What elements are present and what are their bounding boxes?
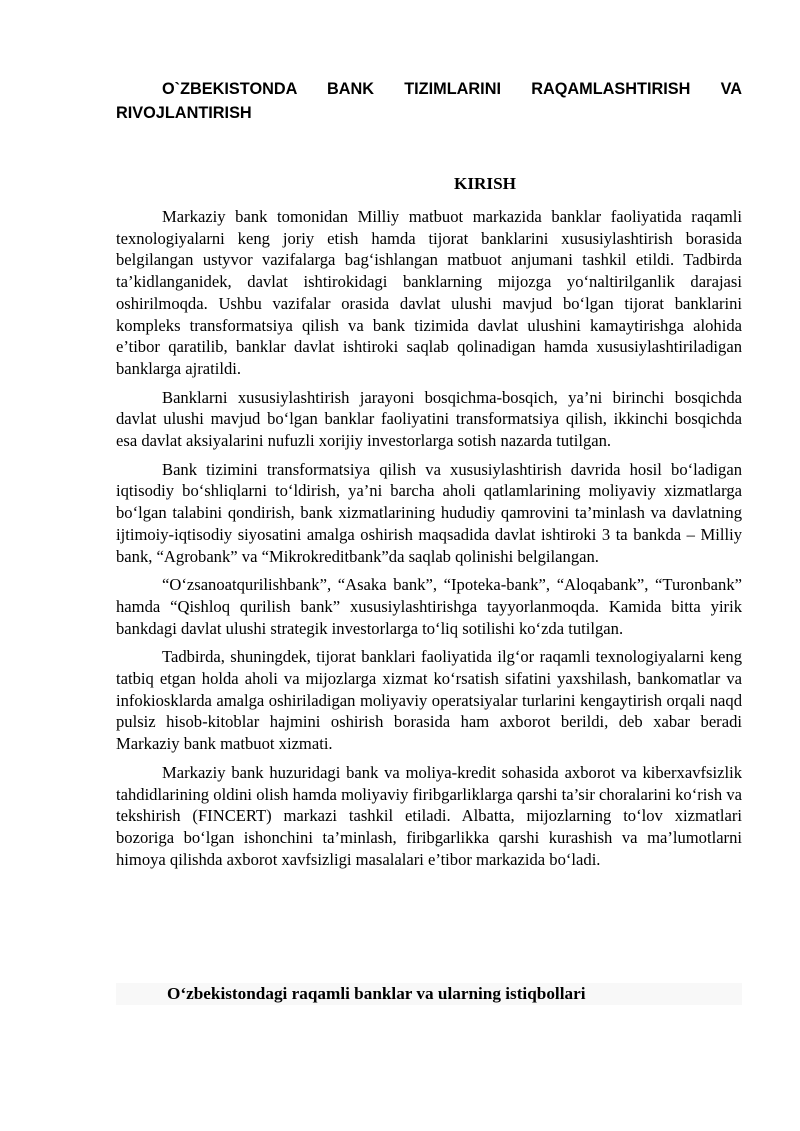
document-title: O`ZBEKISTONDA BANK TIZIMLARINI RAQAMLASHTIRISH VA RIVOJLANTIRISH <box>116 80 742 122</box>
document-body <box>116 206 742 877</box>
paragraph: “O‘zsanoatqurilishbank”, “Asaka bank”, “Ipoteka-bank”, “Aloqabank”, “Turonbank” hamda “Qishloq qurilish bank” xususiylashtirishga tayyorlanmoqda. Kamida bitta yirik bankdagi davlat ulushi strategik investorlarga to‘liq sotilishi ko‘zda tutilgan. <box>116 575 742 638</box>
paragraph: Markaziy bank huzuridagi bank va moliya-kredit sohasida axborot va kiberxavfsizlik tahdidlarining oldini olish hamda moliyaviy firibgarliklarga qarshi ta’sir choralarini ko‘rish va tekshirish (FINCERT) markazi tashkil etiladi. Albatta, mijozlarning to‘lov xizmatlari bozoriga bo‘lgan ishonchini ta’minlash, firibgarlikka qarshi kurashish va ma’lumotlarni himoya qilishda axborot xavfsizligi masalalari e’tibor markazida bo‘ladi. <box>116 762 742 869</box>
paragraph: Bank tizimini transformatsiya qilish va xususiylashtirish davrida hosil bo‘ladigan iqtisodiy bo‘shliqlarni to‘ldirish, ya’ni barcha aholi qatlamlarining moliyaviy xizmatlarga bo‘lgan talabini qondirish, bank xizmatlarining hududiy qamrovini ta’minlash va davlatning ijtimoiy-iqtisodiy siyosatini amalga oshirish maqsadida davlat ishtiroki 3 ta bankda – Milliy bank, “Agrobank” va “Mikrokreditbank”da saqlab qolinishi belgilangan. <box>116 459 742 566</box>
paragraph: Tadbirda, shuningdek, tijorat banklari faoliyatida ilg‘or raqamli texnologiyalarni keng tatbiq etgan holda aholi va mijozlarga xizmat ko‘rsatish sifatini yaxshilash, bankomatlar va infokiosklarda amalga oshiriladigan moliyaviy operatsiyalar turlarini kengaytirish orqali naqd pulsiz hisob-kitoblar hajmini oshirish borasida ham axborot berildi, deb xabar beradi Markaziy bank matbuot xizmati. <box>116 647 742 754</box>
paragraph: Banklarni xususiylashtirish jarayoni bosqichma-bosqich, ya’ni birinchi bosqichda davlat ulushi mavjud bo‘lgan banklar faoliyatini transformatsiya qilish, ikkinchi bosqichda esa davlat aksiyalarini nufuzli xorijiy investorlarga sotish nazarda tutilgan. <box>116 387 742 451</box>
section-heading: KIRISH <box>453 174 517 193</box>
paragraph: Markaziy bank tomonidan Milliy matbuot markazida banklar faoliyatida raqamli texnologiyalarni keng joriy etish hamda tijorat banklarini xususiylashtirish borasida belgilangan ustyvor vazifalarga bag‘ishlangan matbuot anjumani tashkil etildi. Tadbirda ta’kidlanganidek, davlat ishtirokidagi banklarning mijozga yo‘naltirilganlik darajasi oshirilmoqda. Ushbu vazifalar orasida davlat ulushi mavjud bo‘lgan tijorat banklarini kompleks transformatsiya qilish va bank tizimida davlat ulushini kamaytirishga alohida e’tibor qaratilib, banklar davlat ishtiroki saqlab qolinadigan hamda xususiylashtiriladigan banklarga ajratildi. <box>116 207 742 378</box>
subheading: O‘zbekistondagi raqamli banklar va ularning istiqbollari <box>167 984 586 1003</box>
